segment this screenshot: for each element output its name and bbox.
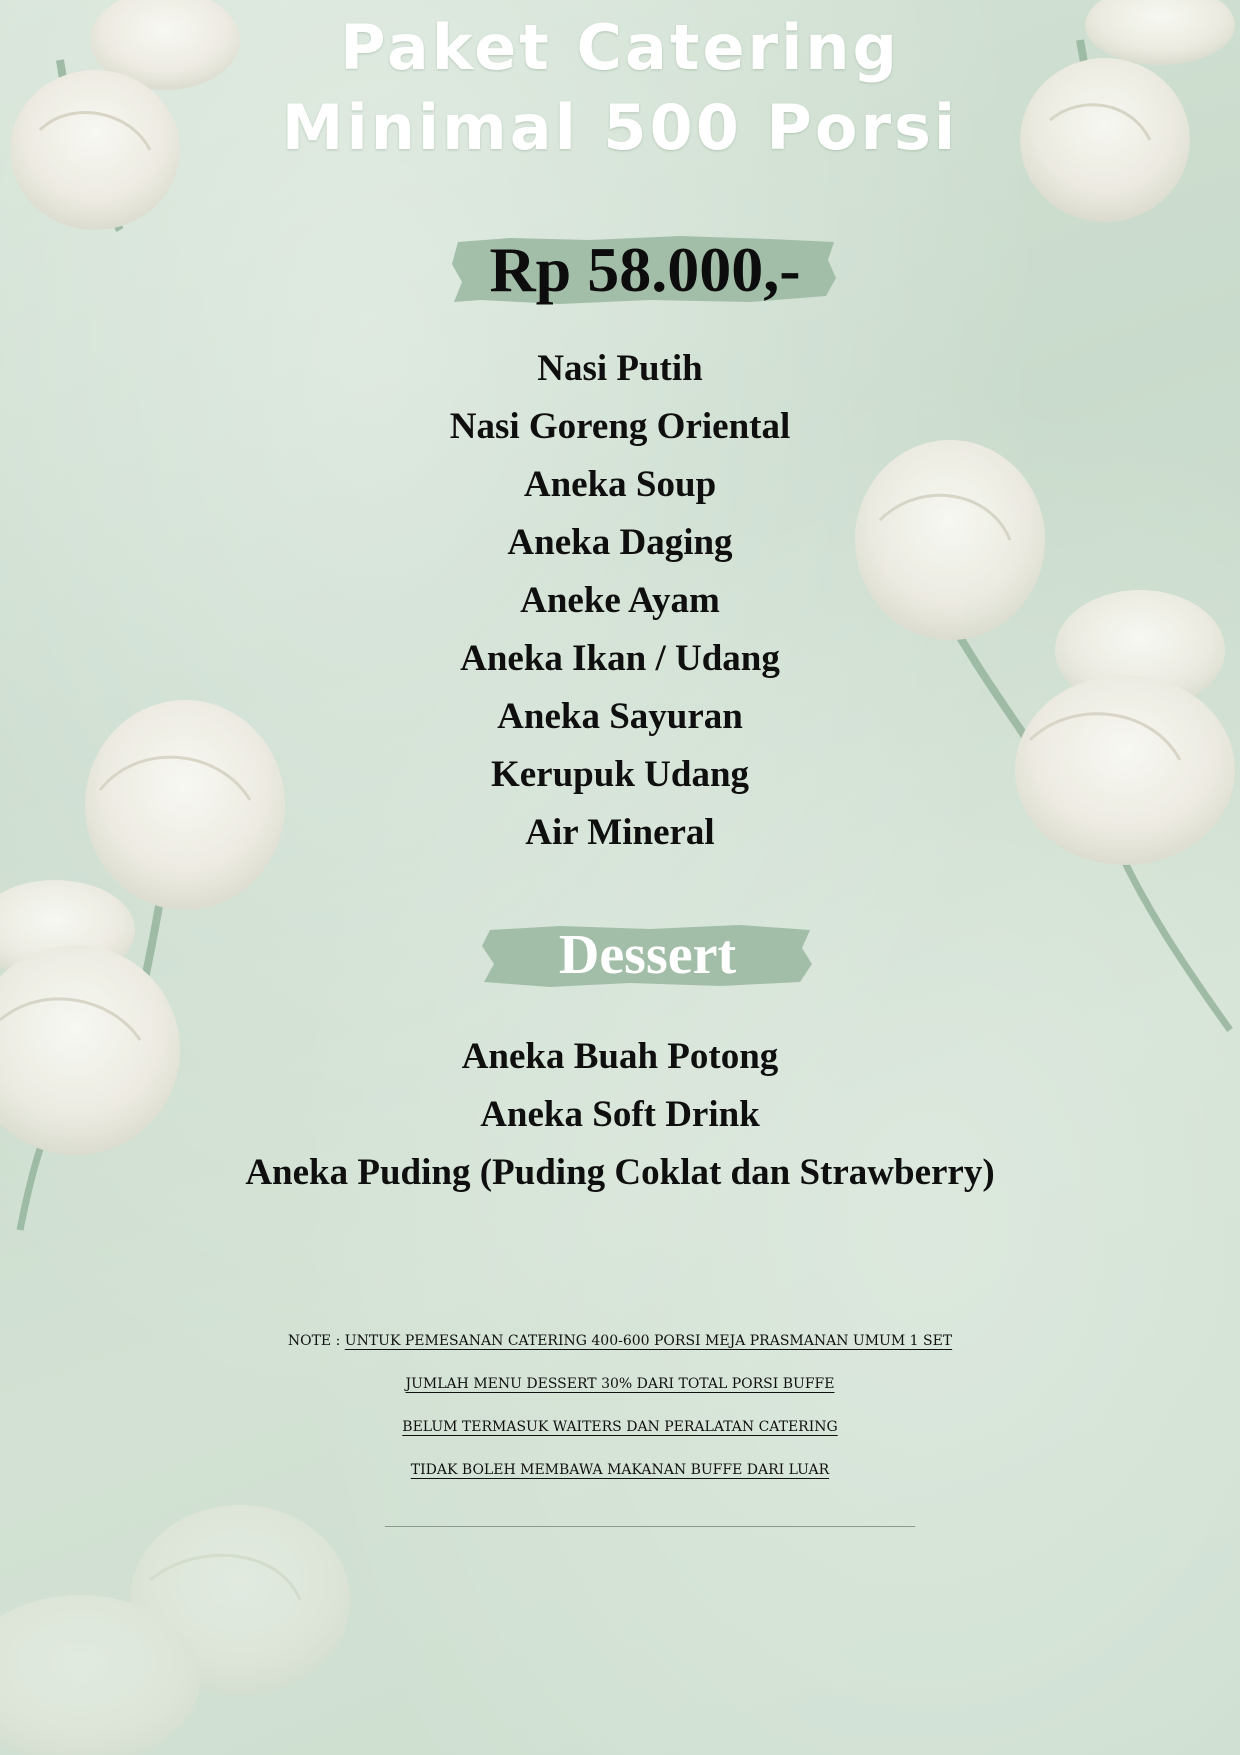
note-text: TIDAK BOLEH MEMBAWA MAKANAN BUFFE DARI LUAR [410, 1462, 830, 1478]
dessert-item: Aneka Buah Potong [461, 1036, 779, 1077]
notes-section [0, 1320, 1240, 1492]
note-line [0, 1363, 1240, 1406]
menu-item: Air Mineral [525, 812, 715, 853]
note-text: JUMLAH MENU DESSERT 30% DARI TOTAL PORSI BUFFE [405, 1376, 835, 1392]
divider-line [385, 1526, 915, 1527]
note-text: UNTUK PEMESANAN CATERING 400-600 PORSI MEJA PRASMANAN UMUM 1 SET [344, 1333, 953, 1349]
price-banner [450, 230, 840, 310]
menu-item: Kerupuk Udang [490, 754, 750, 795]
dessert-list [0, 1028, 1240, 1202]
page-title-line2: Minimal 500 Porsi [281, 91, 959, 164]
price-text: Rp 58.000,- [489, 234, 801, 305]
menu-item: Nasi Goreng Oriental [449, 406, 791, 447]
note-text: BELUM TERMASUK WAITERS DAN PERALATAN CATERING [402, 1419, 838, 1435]
note-line [0, 1449, 1240, 1492]
dessert-item: Aneka Puding (Puding Coklat dan Strawberry) [245, 1152, 995, 1193]
menu-list [0, 340, 1240, 862]
menu-item: Aneka Daging [507, 522, 733, 563]
menu-item: Aneka Soup [523, 464, 717, 505]
note-line [0, 1320, 1240, 1363]
note-line [0, 1406, 1240, 1449]
note-label: NOTE : [287, 1333, 345, 1349]
menu-item: Aneka Sayuran [497, 696, 743, 737]
dessert-heading-banner [480, 920, 815, 990]
menu-item: Aneke Ayam [520, 580, 720, 621]
menu-item: Aneka Ikan / Udang [460, 638, 780, 679]
dessert-heading: Dessert [558, 924, 737, 986]
page-title-line1: Paket Catering [340, 11, 900, 84]
dessert-item: Aneka Soft Drink [480, 1094, 760, 1135]
menu-item: Nasi Putih [537, 348, 703, 389]
